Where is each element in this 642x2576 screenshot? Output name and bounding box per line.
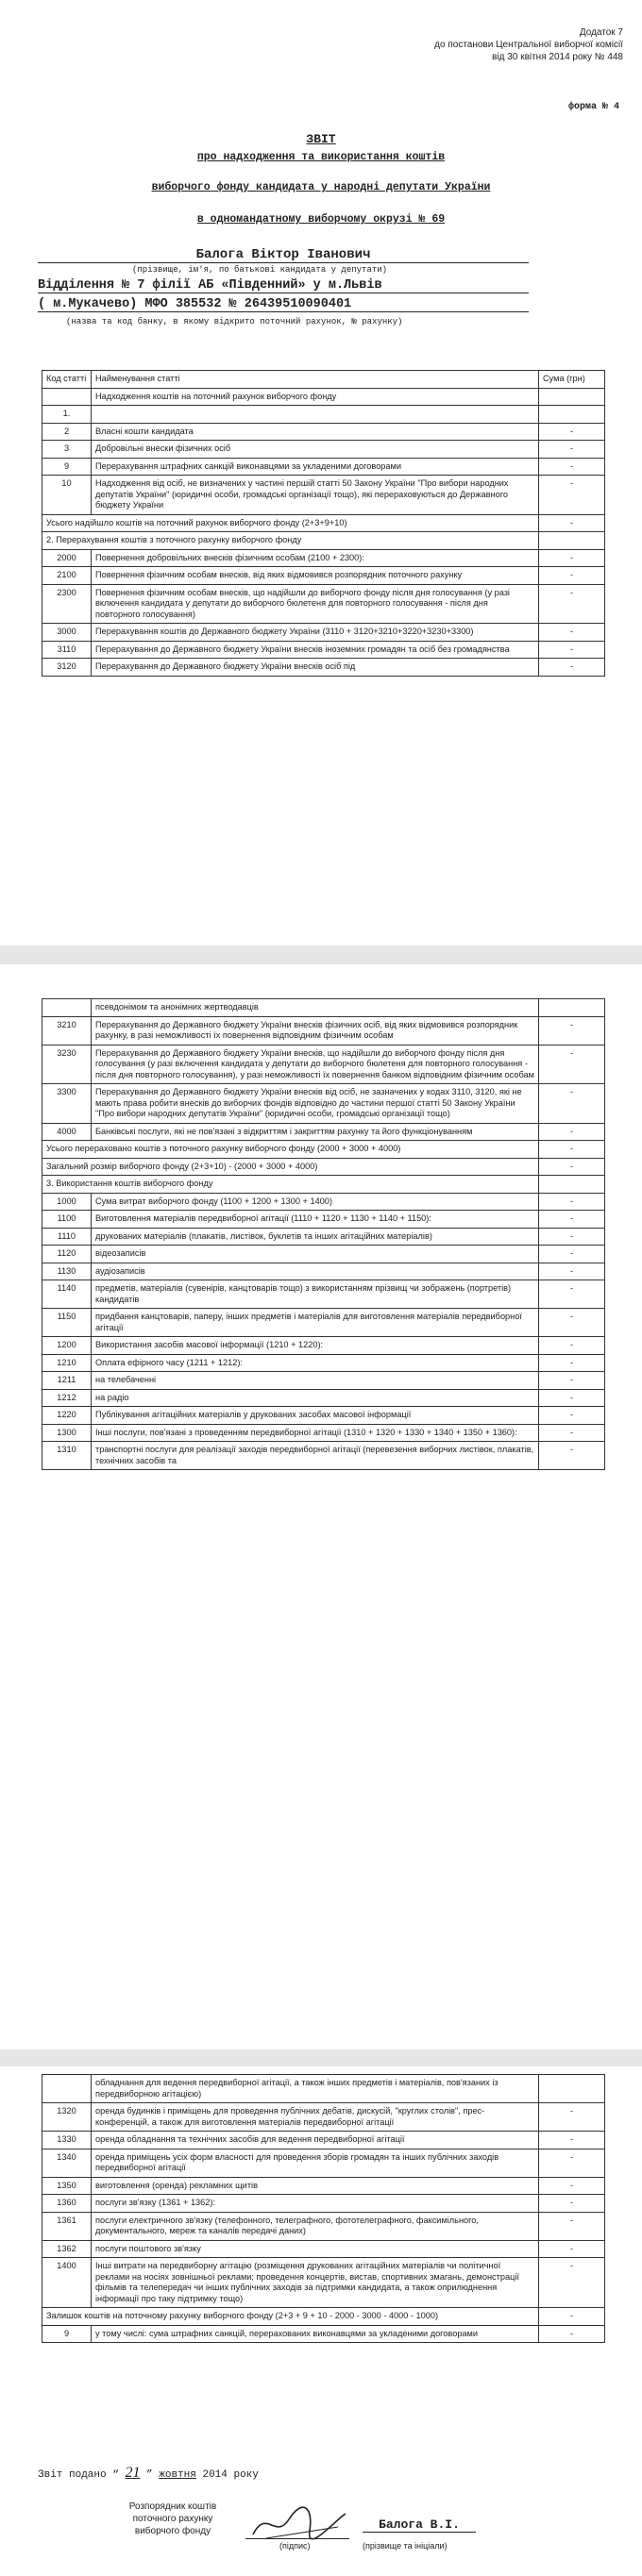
cell-code: 2 (42, 423, 92, 441)
cell-name: Сума витрат виборчого фонду (1100 + 1200 + 1300 + 1400) (92, 1193, 539, 1211)
cell-sum: - (539, 1389, 605, 1407)
table-row (42, 1407, 605, 1425)
cell-code: 3120 (42, 659, 92, 677)
cell-sum: - (539, 514, 605, 532)
cell-sum: - (539, 2132, 605, 2149)
cell-code: 1210 (42, 1354, 92, 1372)
page-1 (0, 0, 642, 945)
cell-sum (539, 2075, 605, 2103)
table-body-page-2 (42, 999, 605, 1470)
table-row (42, 2212, 605, 2240)
cell-code: 1000 (42, 1193, 92, 1211)
table-page-2 (42, 998, 605, 1470)
cell-sum: - (539, 567, 605, 585)
table-row (42, 567, 605, 585)
table-row (42, 1372, 605, 1390)
cell-sum (539, 999, 605, 1017)
table-body-page-3 (42, 2075, 605, 2343)
cell-code: 10 (42, 476, 92, 515)
header-sum: Сума (грн) (539, 371, 605, 389)
cell-name: Перерахування до Державного бюджету України внесків, що надійшли до виборчого фонду після дня голосування (у разі включення кандидата у депутати до виборчого бюлетеня для повторного голосування - після дня повторного голосування), у разі неможливості їх повернення банком відповідним фізичним особам (92, 1045, 539, 1084)
cell-sum: - (539, 1084, 605, 1124)
cell-sum: - (539, 441, 605, 459)
table-row (42, 2103, 605, 2132)
cell-name: оренда приміщень усіх форм власності для проведення зборів громадян та інших публічних заходів передвиборної агітації (92, 2149, 539, 2177)
table-row (42, 1141, 605, 1159)
table-row (42, 1389, 605, 1407)
table-row (42, 1211, 605, 1229)
cell-code: 1212 (42, 1389, 92, 1407)
submitted-day: 21 (125, 2465, 141, 2481)
page-2 (0, 964, 642, 2049)
table-row (42, 2149, 605, 2177)
cell-code: 2100 (42, 567, 92, 585)
table-row (42, 624, 605, 642)
cell-sum (539, 406, 605, 424)
cell-name: 3. Використання коштів виборчого фонду (42, 1176, 539, 1194)
signature-caption: (підпис) (279, 2541, 311, 2551)
table-row (42, 641, 605, 659)
cell-sum: - (539, 476, 605, 515)
cell-sum: - (539, 1263, 605, 1280)
bank-line-1: Відділення № 7 філії АБ «Південний» у м.Львів (38, 278, 529, 293)
title-line-3: в одномандатному виборчому окрузі № 69 (196, 213, 446, 226)
cell-sum: - (539, 2308, 605, 2326)
cell-code: 1300 (42, 1424, 92, 1442)
signer-block (111, 2501, 234, 2537)
cell-sum: - (539, 1354, 605, 1372)
cell-name: послуги електричного зв'язку (телефонного, телеграфного, фототелеграфного, факсимільного, документального, мереж та каналів передачі даних) (92, 2212, 539, 2240)
signature-line (245, 2538, 349, 2539)
cell-name: послуги поштового зв'язку (92, 2240, 539, 2258)
report-title: ЗВІТ (306, 132, 336, 146)
cell-name: Повернення фізичним особам внесків, що надійшли до виборчого фонду після дня голосування (у разі включення кандидата у депутати до виборчого бюлетеня для повторного голосування - після дня повторного голосування) (92, 584, 539, 624)
cell-name: Повернення фізичним особам внесків, від яких відмовився розпорядник поточного рахунку (92, 567, 539, 585)
cell-name: аудіозаписів (92, 1263, 539, 1280)
cell-code (42, 999, 92, 1017)
bank-line-2: ( м.Мукачево) МФО 385532 № 26439510090401 (38, 297, 529, 312)
cell-name: послуги зв'язку (1361 + 1362): (92, 2195, 539, 2213)
signer-line-3: виборчого фонду (134, 2526, 211, 2536)
cell-code: 1361 (42, 2212, 92, 2240)
cell-name: Перерахування до Державного бюджету України внесків осіб під (92, 659, 539, 677)
table-row (42, 2177, 605, 2195)
cell-code: 1362 (42, 2240, 92, 2258)
cell-name: Використання засобів масової інформації (1210 + 1220): (92, 1337, 539, 1355)
cell-sum: - (539, 1228, 605, 1246)
cell-name: Усього надійшло коштів на поточний рахунок виборчого фонду (2+3+9+10) (42, 514, 539, 532)
table-row (42, 1084, 605, 1124)
cell-sum: - (539, 1337, 605, 1355)
signer-line-1: Розпорядник коштів (128, 2501, 217, 2512)
cell-code: 9 (42, 2325, 92, 2343)
cell-name: на радіо (92, 1389, 539, 1407)
cell-name: Оплата ефірного часу (1211 + 1212): (92, 1354, 539, 1372)
cell-name: Перерахування до Державного бюджету України внесків від осіб, не зазначених у кодах 3110, 3120, які не мають права робити внесків до виборчих фондів відповідно до частини першої статті 50 Закону України "Про вибори народних депутатів України" (юридичні особи, громадські організації тощо) (92, 1084, 539, 1124)
table-row (42, 1354, 605, 1372)
cell-name: придбання канцтоварів, паперу, інших предметів і матеріалів для виготовлення матеріалів передвиборної агітації (92, 1309, 539, 1337)
cell-name: 2. Перерахування коштів з поточного рахунку виборчого фонду (42, 532, 539, 550)
cell-code: 1100 (42, 1211, 92, 1229)
cell-name: Перерахування штрафних санкцій виконавцями за укладеними договорами (92, 458, 539, 476)
cell-name: Надходження коштів на поточний рахунок виборчого фонду (92, 388, 539, 406)
cell-code: 1150 (42, 1309, 92, 1337)
cell-name: Повернення добровільних внесків фізичним особам (2100 + 2300): (92, 549, 539, 567)
cell-sum: - (539, 1407, 605, 1425)
cell-code: 1400 (42, 2258, 92, 2308)
cell-name: Перерахування до Державного бюджету України внесків іноземних громадян та осіб без громадянства (92, 641, 539, 659)
cell-code: 1310 (42, 1442, 92, 1470)
submission-date: Звіт подано “ 21 ” жовтня 2014 року (38, 2465, 259, 2481)
cell-code: 1350 (42, 2177, 92, 2195)
table-row (42, 1246, 605, 1263)
cell-code: 2300 (42, 584, 92, 624)
submitted-month: жовтня (159, 2469, 196, 2481)
table-row (42, 2132, 605, 2149)
cell-sum: - (539, 1280, 605, 1309)
cell-name: Банківські послуги, які не пов'язані з відкриттям і закриттям рахунку та його функціонуванням (92, 1123, 539, 1141)
cell-code: 1200 (42, 1337, 92, 1355)
cell-name: оренда обладнання та технічних засобів для ведення передвиборної агітації (92, 2132, 539, 2149)
cell-code: 3 (42, 441, 92, 459)
signer-name-caption: (прізвище та ініціали) (363, 2541, 448, 2551)
table-row (42, 441, 605, 459)
table-page-1 (42, 370, 605, 677)
signer-line-2: поточного рахунку (132, 2514, 213, 2524)
cell-sum: - (539, 641, 605, 659)
table-header-row (42, 371, 605, 389)
cell-sum (539, 1176, 605, 1194)
cell-name: виготовлення (оренда) рекламних щитів (92, 2177, 539, 2195)
cell-code: 3110 (42, 641, 92, 659)
table-row (42, 458, 605, 476)
cell-code: 2000 (42, 549, 92, 567)
cell-name: Перерахування до Державного бюджету України внесків фізичних осіб, від яких відмовився розпорядник рахунку, в разі неможливості їх повернення відповідним фізичним особам (92, 1016, 539, 1045)
table-row (42, 388, 605, 406)
cell-name: у тому числі: сума штрафних санкцій, перерахованих виконавцями за укладеними договорами (92, 2325, 539, 2343)
cell-name: оренда будинків і приміщень для проведення публічних дебатів, дискусій, "круглих столів", прес-конференцій, а також для виготовлення матеріалів передвиборної агітації (92, 2103, 539, 2132)
cell-sum: - (539, 2258, 605, 2308)
cell-code (42, 388, 92, 406)
cell-sum: - (539, 1442, 605, 1470)
cell-name: Власні кошти кандидата (92, 423, 539, 441)
cell-sum: - (539, 1424, 605, 1442)
table-body-page-1 (42, 388, 605, 676)
table-row (42, 1263, 605, 1280)
cell-sum (539, 532, 605, 550)
table-row (42, 2195, 605, 2213)
table-row (42, 549, 605, 567)
cell-sum: - (539, 1045, 605, 1084)
cell-name (92, 406, 539, 424)
cell-sum: - (539, 2149, 605, 2177)
candidate-name: Балога Віктор Іванович (38, 247, 529, 263)
cell-code: 1360 (42, 2195, 92, 2213)
attachment-line-3: від 30 квітня 2014 року № 448 (492, 52, 623, 62)
cell-code: 1120 (42, 1246, 92, 1263)
attachment-note (321, 26, 623, 63)
cell-name: на телебаченні (92, 1372, 539, 1390)
cell-name: транспортні послуги для реалізації заходів передвиборної агітації (перевезення виборчих листівок, плакатів, технічних засобів та (92, 1442, 539, 1470)
table-row (42, 1045, 605, 1084)
cell-code: 1320 (42, 2103, 92, 2132)
signer-name: Балога В.І. (363, 2517, 476, 2533)
title-line-1: про надходження та використання коштів (196, 151, 446, 163)
table-row (42, 476, 605, 515)
bank-caption: (назва та код банку, в якому відкрито поточний рахунок, № рахунку) (66, 317, 403, 326)
header-code: Код статті (42, 371, 92, 389)
cell-sum: - (539, 1246, 605, 1263)
cell-sum: - (539, 2325, 605, 2343)
cell-name: Загальний розмір виборчого фонду (2+3+10) - (2000 + 3000 + 4000) (42, 1158, 539, 1176)
cell-code: 1. (42, 406, 92, 424)
cell-name: Залишок коштів на поточному рахунку виборчого фонду (2+3 + 9 + 10 - 2000 - 3000 - 4000 - 1000) (42, 2308, 539, 2326)
cell-sum: - (539, 549, 605, 567)
cell-name: Публікування агітаційних матеріалів у друкованих засобах масової інформації (92, 1407, 539, 1425)
cell-code: 3210 (42, 1016, 92, 1045)
cell-name: Надходження від осіб, не визначених у частині першій статті 50 Закону України "Про вибори народних депутатів України" (юридичні особи, громадські організації тощо), які перераховуються до Державного бюджету України (92, 476, 539, 515)
cell-sum: - (539, 2240, 605, 2258)
cell-name: Інші послуги, пов'язані з проведенням передвиборної агітації (1310 + 1320 + 1330 + 1340 + 1350 + 1360): (92, 1424, 539, 1442)
cell-sum (539, 388, 605, 406)
cell-sum: - (539, 458, 605, 476)
table-row (42, 584, 605, 624)
cell-code: 3300 (42, 1084, 92, 1124)
attachment-line-2: до постанови Центральної виборчої комісії (434, 40, 623, 50)
cell-name: псевдонімом та анонімних жертводавців (92, 999, 539, 1017)
cell-sum: - (539, 584, 605, 624)
cell-sum: - (539, 624, 605, 642)
table-row (42, 999, 605, 1017)
table-row (42, 1337, 605, 1355)
cell-sum: - (539, 423, 605, 441)
title-line-2: виборчого фонду кандидата у народні депутати України (151, 181, 491, 193)
cell-code: 4000 (42, 1123, 92, 1141)
cell-name: предметів, матеріалів (сувенірів, канцтоварів тощо) з використанням прізвищ чи зображень (портретів) кандидатів (92, 1280, 539, 1309)
table-row (42, 423, 605, 441)
table-row (42, 1309, 605, 1337)
table-row (42, 659, 605, 677)
cell-code (42, 2075, 92, 2103)
cell-name: Добровільні внески фізичних осіб (92, 441, 539, 459)
cell-name: Інші витрати на передвиборну агітацію (розміщення друкованих агітаційних матеріалів чи політичної реклами на носіях зовнішньої реклами; проведення концертів, вистав, спортивних змагань, демонстрації фільмів та телепередач чи інших публічних заходів за підтримки кандидата, а також оприлюднення інформації про таку підтримку тощо) (92, 2258, 539, 2308)
cell-sum: - (539, 1158, 605, 1176)
form-label: форма № 4 (567, 102, 619, 112)
header-name: Найменування статті (92, 371, 539, 389)
table-row (42, 2258, 605, 2308)
cell-code: 9 (42, 458, 92, 476)
cell-code: 1211 (42, 1372, 92, 1390)
table-row (42, 1016, 605, 1045)
table-row (42, 1424, 605, 1442)
cell-code: 1140 (42, 1280, 92, 1309)
cell-sum: - (539, 1372, 605, 1390)
cell-name: друкованих матеріалів (плакатів, листівок, буклетів та інших агітаційних матеріалів) (92, 1228, 539, 1246)
attachment-line-1: Додаток 7 (579, 27, 623, 38)
table-row (42, 2325, 605, 2343)
table-row (42, 1280, 605, 1309)
cell-sum: - (539, 1016, 605, 1045)
cell-name: Усього перераховано коштів з поточного рахунку виборчого фонду (2000 + 3000 + 4000) (42, 1141, 539, 1159)
table-row (42, 1123, 605, 1141)
cell-sum: - (539, 1309, 605, 1337)
table-row (42, 2308, 605, 2326)
table-row (42, 1442, 605, 1470)
cell-name: відеозаписів (92, 1246, 539, 1263)
table-row (42, 1228, 605, 1246)
cell-sum: - (539, 1211, 605, 1229)
cell-sum: - (539, 1123, 605, 1141)
cell-code: 3000 (42, 624, 92, 642)
table-row (42, 2075, 605, 2103)
cell-code: 1220 (42, 1407, 92, 1425)
table-row (42, 406, 605, 424)
cell-code: 1340 (42, 2149, 92, 2177)
cell-sum: - (539, 2195, 605, 2213)
table-row (42, 1193, 605, 1211)
table-row (42, 2240, 605, 2258)
cell-name: Виготовлення матеріалів передвиборної агітації (1110 + 1120 + 1130 + 1140 + 1150): (92, 1211, 539, 1229)
table-row (42, 514, 605, 532)
cell-sum: - (539, 1141, 605, 1159)
cell-sum: - (539, 1193, 605, 1211)
submitted-prefix: Звіт подано (38, 2469, 107, 2481)
cell-code: 3230 (42, 1045, 92, 1084)
cell-sum: - (539, 2177, 605, 2195)
cell-sum: - (539, 2103, 605, 2132)
cell-code: 1130 (42, 1263, 92, 1280)
table-page-3 (42, 2074, 605, 2343)
submitted-year: 2014 року (202, 2469, 259, 2481)
cell-sum: - (539, 2212, 605, 2240)
table-row (42, 532, 605, 550)
cell-sum: - (539, 659, 605, 677)
table-row (42, 1158, 605, 1176)
cell-code: 1330 (42, 2132, 92, 2149)
candidate-name-caption: (прізвище, ім'я, по батькові кандидата у депутати) (132, 265, 388, 275)
table-row (42, 1176, 605, 1194)
cell-name: Перерахування коштів до Державного бюджету України (3110 + 3120+3210+3220+3230+3300) (92, 624, 539, 642)
page-3 (0, 2066, 642, 2576)
cell-name: обладнання для ведення передвиборної агітації, а також інших предметів і матеріалів, пов'язаних із передвиборною агітацією) (92, 2075, 539, 2103)
cell-code: 1110 (42, 1228, 92, 1246)
